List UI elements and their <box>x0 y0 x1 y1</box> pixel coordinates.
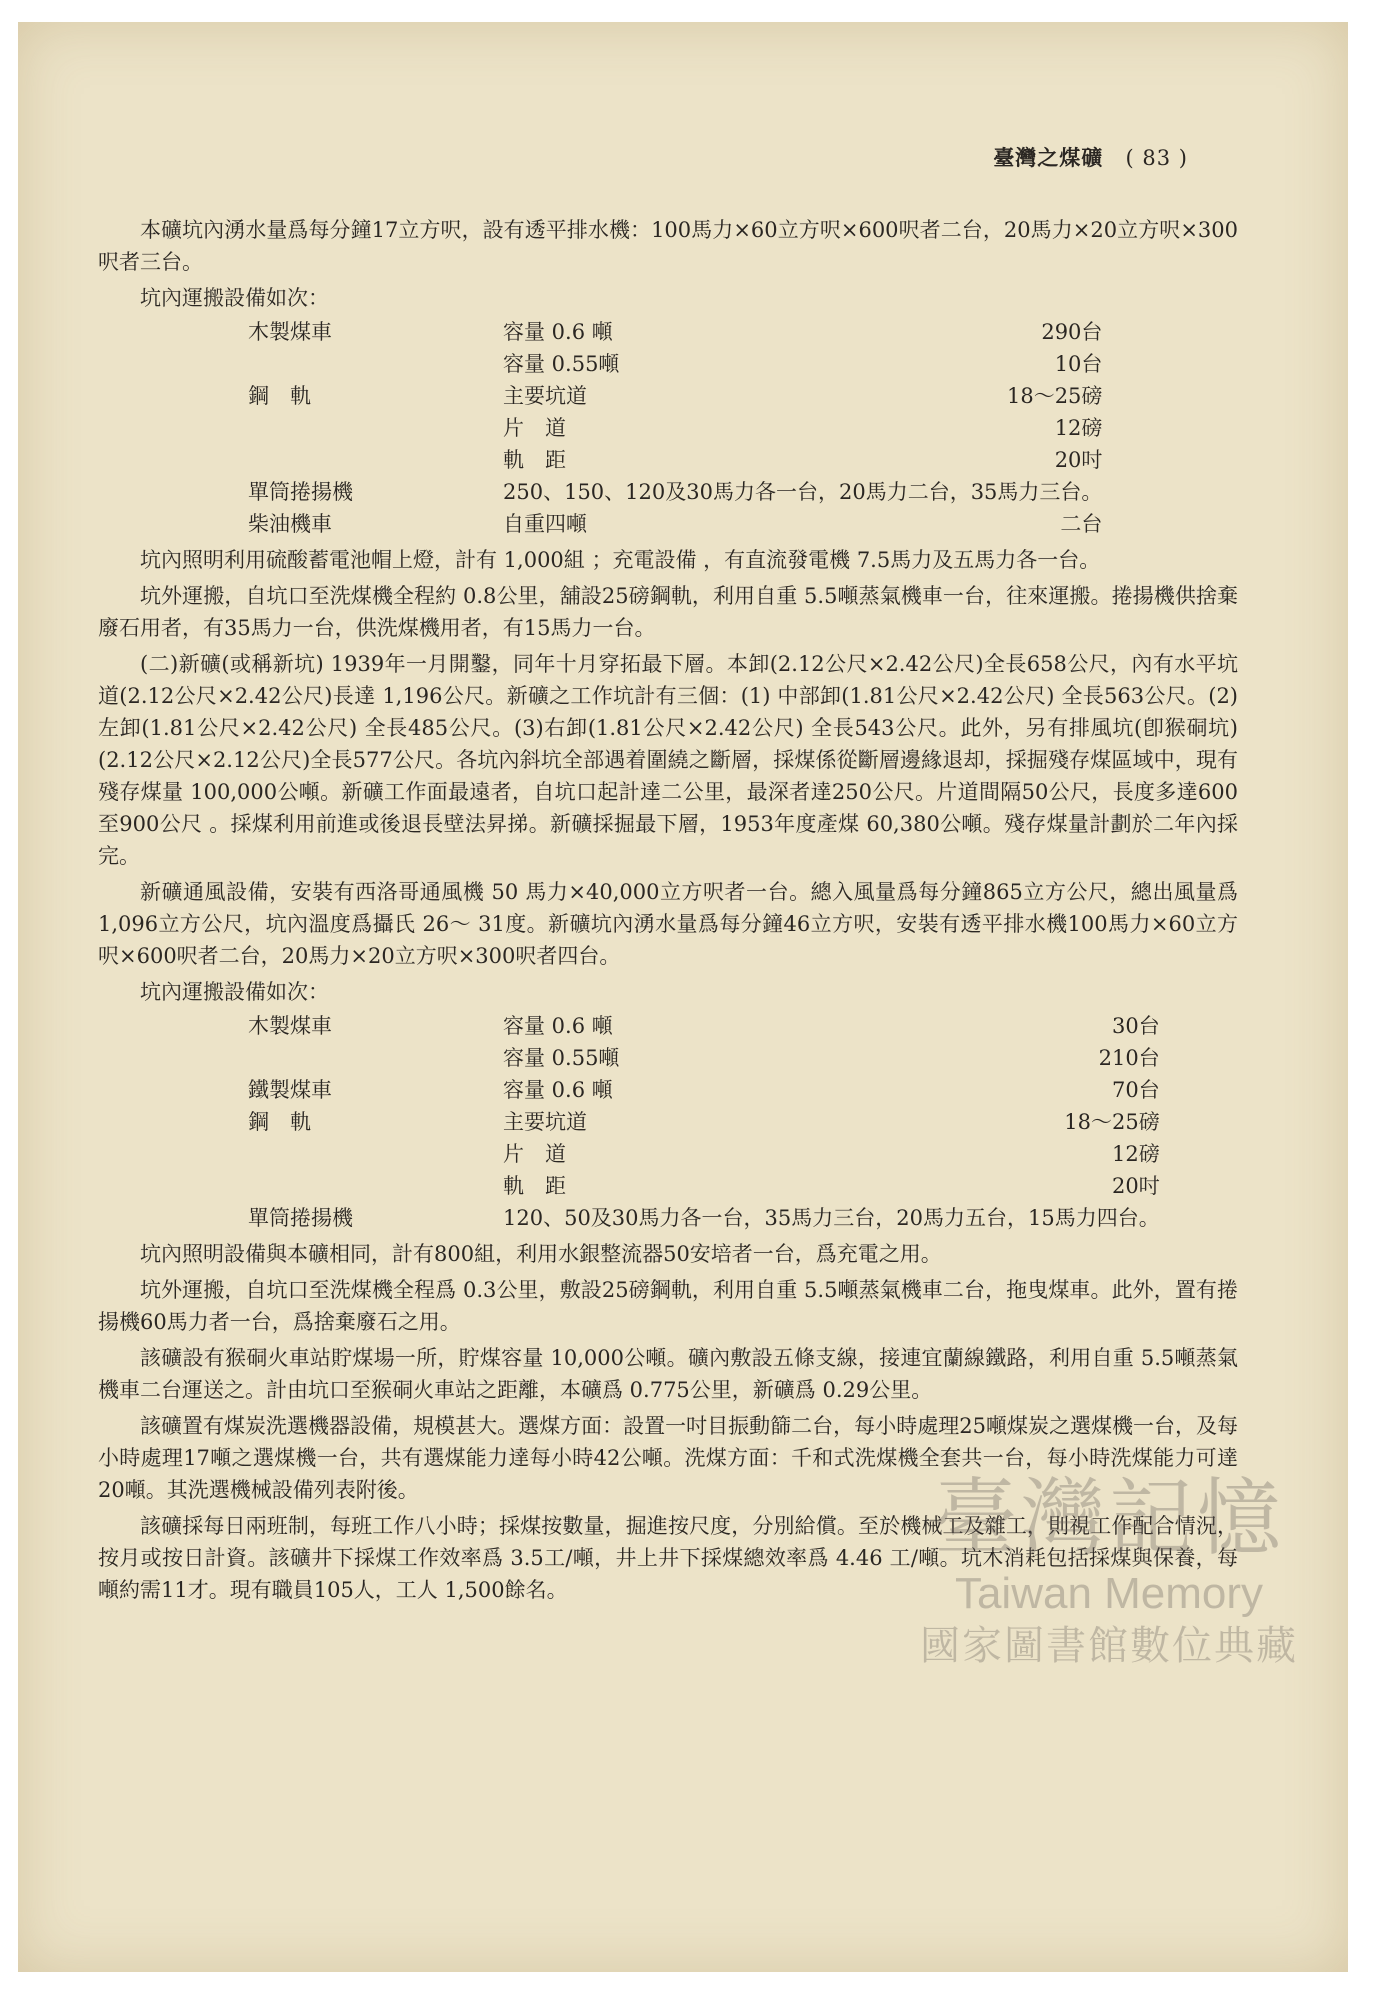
table-cell <box>248 412 503 444</box>
equipment-table-new-mine <box>248 1010 1160 1234</box>
table-cell: 20吋 <box>1111 1174 1160 1198</box>
paragraph: 新礦通風設備，安裝有西洛哥通風機 50 馬力×40,000立方呎者一台。總入風量爲每分鐘865立方公尺，總出風量爲 1,096立方公尺，坑內溫度爲攝氏 26～ 31度。新礦坑內湧水量爲每分鐘46立方呎，安裝有透平排水機100馬力×60立方呎×600呎者二台，20馬力×20立方呎×300呎者四台。 <box>98 880 1238 968</box>
table-cell <box>248 348 503 380</box>
paragraph: 坑內照明利用硫酸蓄電池帽上燈，計有 1,000組 ；充電設備 ，有直流發電機 7.5馬力及五馬力各一台。 <box>140 548 1101 572</box>
paragraph: 該礦採每日兩班制，每班工作八小時；採煤按數量，掘進按尺度，分別給償。至於機械工及雜工，則視工作配合情況，按月或按日計資。該礦井下採煤工作效率爲 3.5工/噸，井上井下採煤總效率爲 4.46 工/噸。坑木消耗包括採煤與保養，每噸約需11才。現有職員105人，工人 1,500餘名。 <box>98 1514 1238 1602</box>
table-row <box>248 1042 1160 1074</box>
table-cell: 容量 0.6 噸 <box>503 1078 613 1102</box>
table-cell: 12磅 <box>1111 1142 1160 1166</box>
table-cell: 250、150、120及30馬力各一台，20馬力二台，35馬力三台。 <box>503 480 1103 504</box>
paragraph: 坑外運搬，自坑口至洗煤機全程爲 0.3公里，敷設25磅鋼軌，利用自重 5.5噸蒸氣機車二台，拖曳煤車。此外，置有捲揚機60馬力者一台，爲捨棄廢石之用。 <box>98 1278 1238 1334</box>
table-cell: 18〜25磅 <box>1006 384 1103 408</box>
table-cell: 20吋 <box>1054 448 1103 472</box>
table-cell: 容量 0.55噸 <box>503 352 620 376</box>
watermark-logo-text: 臺灣記憶 <box>932 1469 1285 1567</box>
paragraph: 坑內照明設備與本礦相同，計有800組，利用水銀整流器50安培者一台，爲充電之用。 <box>140 1242 942 1266</box>
table-cell: 鐵製煤車 <box>248 1078 332 1102</box>
table-cell: 主要坑道 <box>503 384 587 408</box>
table-cell: 軌 距 <box>503 448 566 472</box>
table-cell: 容量 0.6 噸 <box>503 320 613 344</box>
table-cell: 片 道 <box>503 416 566 440</box>
table-row <box>248 348 1102 380</box>
table-row <box>248 412 1102 444</box>
table-cell <box>248 1170 503 1202</box>
page-number: ( 83 ) <box>1125 146 1188 170</box>
table-cell: 12磅 <box>1054 416 1103 440</box>
table-cell: 容量 0.55噸 <box>503 1046 620 1070</box>
table-cell: 290台 <box>1041 320 1103 344</box>
table-cell: 70台 <box>1111 1078 1160 1102</box>
watermark-institution: 國家圖書館數位典藏 <box>920 1623 1298 1669</box>
table-cell <box>248 1138 503 1170</box>
paragraph: 本礦坑內湧水量爲每分鐘17立方呎，設有透平排水機：100馬力×60立方呎×600呎者二台，20馬力×20立方呎×300呎者三台。 <box>98 218 1238 274</box>
table-cell: 單筒捲揚機 <box>248 480 353 504</box>
table-row <box>248 1170 1160 1202</box>
table-cell <box>248 444 503 476</box>
table-cell: 軌 距 <box>503 1174 566 1198</box>
table-cell: 單筒捲揚機 <box>248 1206 353 1230</box>
table-cell: 鋼 軌 <box>248 1110 311 1134</box>
table-cell: 30台 <box>1111 1014 1160 1038</box>
table-cell: 木製煤車 <box>248 320 332 344</box>
table-row <box>248 1074 1160 1106</box>
table-row <box>248 380 1102 412</box>
table-cell: 120、50及30馬力各一台，35馬力三台，20馬力五台，15馬力四台。 <box>503 1206 1160 1230</box>
table-row <box>248 508 1102 540</box>
table-cell: 自重四噸 <box>503 512 587 536</box>
paragraph: 該礦置有煤炭洗選機器設備，規模甚大。選煤方面：設置一吋目振動篩二台，每小時處理25噸煤炭之選煤機一台，及每小時處理17噸之選煤機一台，共有選煤能力達每小時42公噸。洗煤方面：千和式洗煤機全套共一台，每小時洗煤能力可達20噸。其洗選機械設備列表附後。 <box>98 1414 1238 1502</box>
table-row <box>248 1106 1160 1138</box>
paragraph: (二)新礦(或稱新坑) 1939年一月開鑿，同年十月穿拓最下層。本卸(2.12公尺×2.42公尺)全長658公尺，內有水平坑道(2.12公尺×2.42公尺)長達 1,196公尺。新礦之工作坑計有三個：(1) 中部卸(1.81公尺×2.42公尺) 全長563公尺。(2)左卸(1.81公尺×2.42公尺) 全長485公尺。(3)右卸(1.81公尺×2.42公尺) 全長543公尺。此外，另有排風坑(卽猴硐坑)(2.12公尺×2.12公尺)全長577公尺。各坑內斜坑全部遇着圍繞之斷層，採煤係從斷層邊緣退却，採掘殘存煤區域中，現有殘存煤量 100,000公噸。新礦工作面最遠者，自坑口起計達二公里，最深者達250公尺。片道間隔50公尺，長度多達600至900公尺 。採煤利用前進或後退長壁法昇挮。新礦採掘最下層，1953年度產煤 60,380公噸。殘存煤量計劃於二年內採完。 <box>98 652 1238 868</box>
equipment-table-main-mine <box>248 316 1102 540</box>
document-body <box>98 210 1238 1610</box>
table-cell: 鋼 軌 <box>248 384 311 408</box>
table-row <box>248 444 1102 476</box>
table-cell: 18〜25磅 <box>1064 1110 1160 1134</box>
paragraph: 坑外運搬，自坑口至洗煤機全程約 0.8公里，舖設25磅鋼軌，利用自重 5.5噸蒸氣機車一台，往來運搬。捲揚機供捨棄廢石用者，有35馬力一台，供洗煤機用者，有15馬力一台。 <box>98 584 1238 640</box>
table-cell: 片 道 <box>503 1142 566 1166</box>
scanned-page <box>18 22 1348 1972</box>
table-row <box>248 316 1102 348</box>
watermark-english: Taiwan Memory <box>954 1569 1264 1618</box>
table-cell: 容量 0.6 噸 <box>503 1014 613 1038</box>
table-cell: 210台 <box>1098 1046 1160 1070</box>
table-row <box>248 1202 1160 1234</box>
table-intro: 坑內運搬設備如次： <box>140 286 329 310</box>
table-cell: 木製煤車 <box>248 1014 332 1038</box>
table-cell: 二台 <box>1060 512 1103 536</box>
table-cell: 柴油機車 <box>248 512 332 536</box>
paragraph: 該礦設有猴硐火車站貯煤場一所，貯煤容量 10,000公噸。礦內敷設五條支線，接連宜蘭線鐵路，利用自重 5.5噸蒸氣機車二台運送之。計由坑口至猴硐火車站之距離，本礦爲 0.775公里，新礦爲 0.29公里。 <box>98 1346 1238 1402</box>
table-cell: 10台 <box>1054 352 1103 376</box>
running-header <box>993 142 1188 172</box>
table-row <box>248 476 1102 508</box>
table-row <box>248 1138 1160 1170</box>
header-title: 臺灣之煤礦 <box>993 145 1104 170</box>
table-intro: 坑內運搬設備如次： <box>140 980 329 1004</box>
table-cell: 主要坑道 <box>503 1110 587 1134</box>
table-cell <box>248 1042 503 1074</box>
table-row <box>248 1010 1160 1042</box>
